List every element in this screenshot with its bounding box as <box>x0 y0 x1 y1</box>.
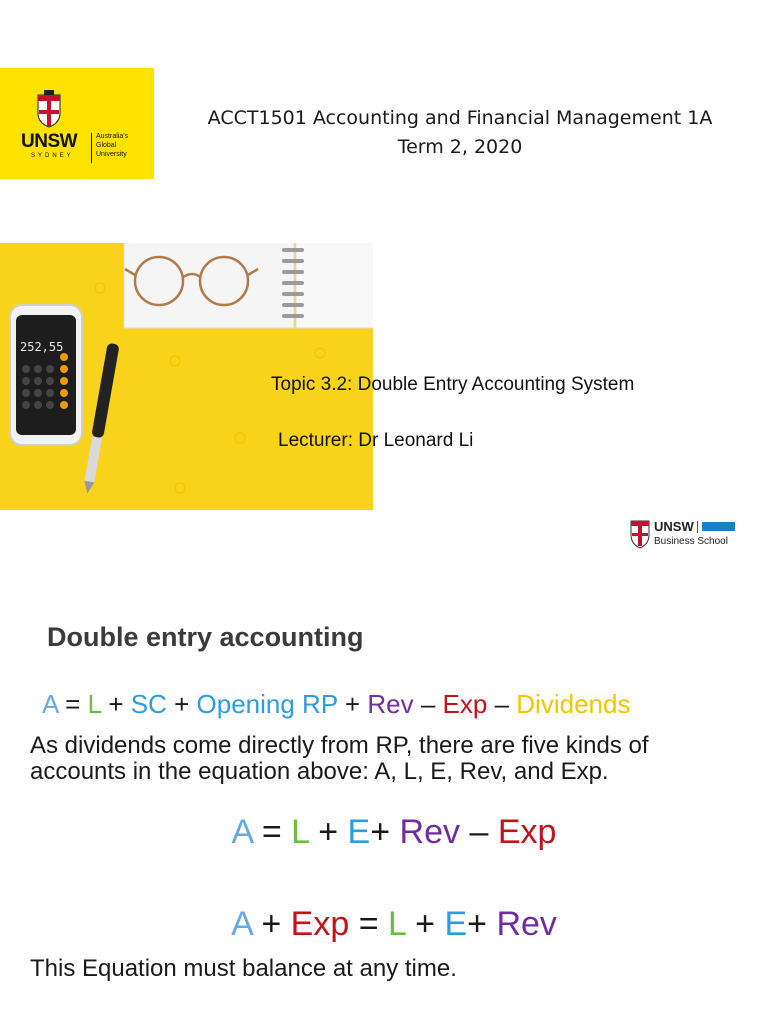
course-title-line1: ACCT1501 Accounting and Financial Management 1A <box>207 107 713 129</box>
business-logo-divider <box>697 521 698 533</box>
eq1-liabilities: L <box>87 689 102 719</box>
eq1-equals: = <box>65 689 81 719</box>
topic-title: Topic 3.2: Double Entry Accounting System <box>271 374 635 395</box>
eq1-plus-1: + <box>108 689 124 719</box>
eq3-plus-3: + <box>467 905 487 943</box>
eq1-plus-3: + <box>344 689 361 719</box>
eq1-opening-rp: Opening RP <box>196 689 338 719</box>
unsw-crest-icon <box>0 68 154 179</box>
unsw-city: SYDNEY <box>31 153 74 159</box>
eq3-plus-1: + <box>261 905 282 943</box>
business-school-name: Business School <box>654 536 728 547</box>
full-accounting-equation <box>42 689 630 720</box>
eq2-assets: A <box>231 813 253 851</box>
eq2-minus: – <box>469 813 489 851</box>
eq3-equals: = <box>358 905 379 943</box>
eq3-assets: A <box>231 905 252 943</box>
eq2-plus-2: + <box>370 813 391 851</box>
rearranged-equation <box>0 905 768 944</box>
eq2-liabilities: L <box>291 813 309 851</box>
logo-tagline-3: University <box>96 151 127 158</box>
eq3-plus-2: + <box>415 905 435 943</box>
eq1-assets: A <box>42 689 58 719</box>
slide-heading: Double entry accounting <box>47 622 364 652</box>
lecturer-name: Lecturer: Dr Leonard Li <box>278 430 474 451</box>
eq2-equals: = <box>261 813 282 851</box>
eq3-liabilities: L <box>388 905 406 943</box>
eq1-minus-1: – <box>420 689 436 719</box>
eq2-revenue: Rev <box>399 813 461 851</box>
simplified-equation <box>0 813 768 852</box>
eq3-equity: E <box>444 905 468 943</box>
logo-tagline-2: Global <box>96 142 117 149</box>
business-school-wordmark: UNSW <box>654 519 694 534</box>
eq2-expenses: Exp <box>497 813 557 851</box>
eq2-plus-1: + <box>318 813 339 851</box>
eq1-dividends: Dividends <box>516 689 631 719</box>
unsw-wordmark: UNSW <box>21 131 78 152</box>
course-title <box>160 104 760 162</box>
eq1-plus-2: + <box>174 689 190 719</box>
unsw-logo-panel <box>0 68 154 179</box>
eq3-expenses: Exp <box>290 905 350 943</box>
calculator-display: 252,55 <box>20 340 64 354</box>
course-title-line2: Term 2, 2020 <box>397 136 523 158</box>
eq3-revenue: Rev <box>496 905 557 943</box>
eq1-minus-2: – <box>494 689 510 719</box>
eq1-share-capital: SC <box>130 689 167 719</box>
eq1-expenses: Exp <box>442 689 488 719</box>
balance-note: This Equation must balance at any time. <box>30 955 457 982</box>
eq1-revenue: Rev <box>367 689 414 719</box>
logo-tagline-1: Australia's <box>96 133 129 140</box>
explanation-text: As dividends come directly from RP, there are five kinds of accounts in the equation above: A, L, E, Rev, and Exp. <box>30 732 649 785</box>
business-logo-badge <box>702 522 735 531</box>
business-school-crest-icon <box>630 520 650 550</box>
logo-divider <box>91 133 92 163</box>
eq2-equity: E <box>347 813 371 851</box>
